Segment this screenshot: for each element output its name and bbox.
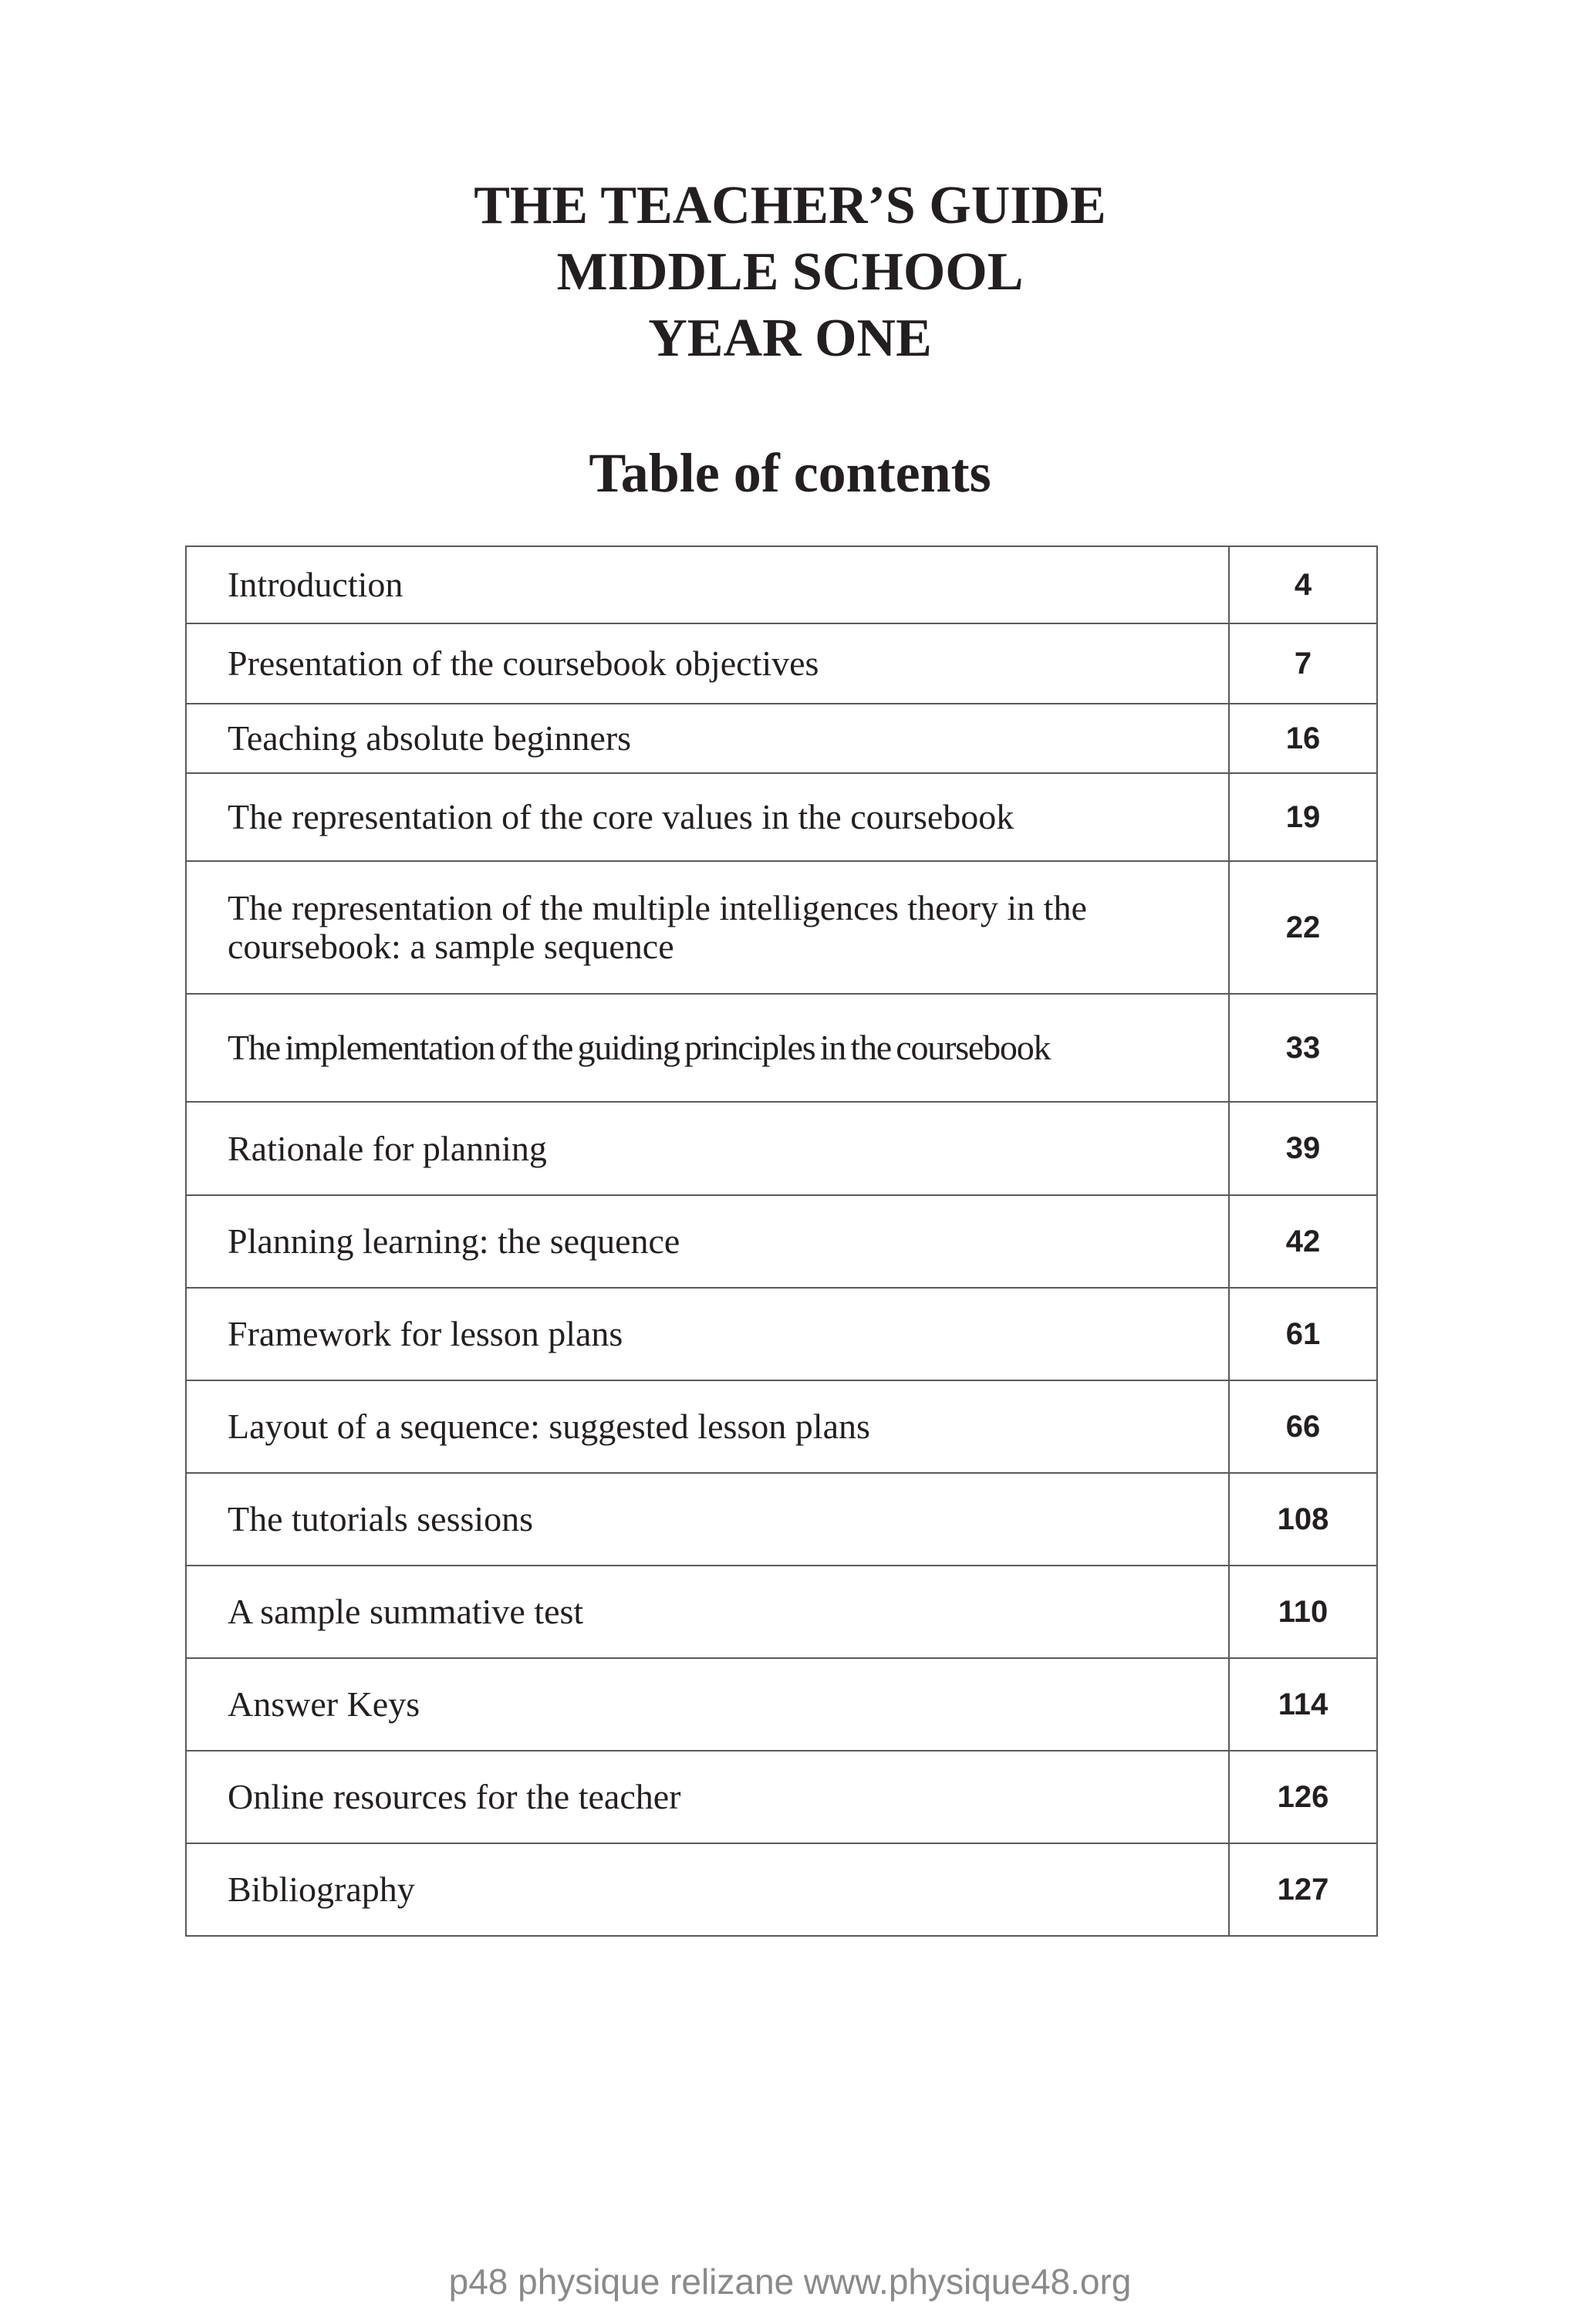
- toc-row: [186, 1566, 1377, 1658]
- toc-table: [185, 546, 1378, 1937]
- toc-entry-title: Bibliography: [186, 1843, 1229, 1936]
- toc-entry-page: 110: [1229, 1566, 1377, 1658]
- toc-entry-page: 114: [1229, 1658, 1377, 1751]
- toc-row: [186, 704, 1377, 773]
- toc-row: [186, 1658, 1377, 1751]
- toc-entry-page: 4: [1229, 546, 1377, 623]
- toc-row: [186, 1843, 1377, 1936]
- toc-row: [186, 546, 1377, 623]
- document-title: [0, 173, 1580, 372]
- toc-row: [186, 1751, 1377, 1843]
- toc-entry-page: 33: [1229, 994, 1377, 1102]
- toc-entry-title: Framework for lesson plans: [186, 1288, 1229, 1380]
- toc-entry-page: 108: [1229, 1473, 1377, 1566]
- toc-entry-title: The implementation of the guiding principles in the coursebook: [186, 994, 1229, 1102]
- toc-entry-page: 39: [1229, 1102, 1377, 1195]
- toc-entry-title: The representation of the multiple intelligences theory in the coursebook: a sample sequence: [186, 861, 1229, 994]
- toc-entry-title: Presentation of the coursebook objectives: [186, 623, 1229, 704]
- toc-entry-title: Online resources for the teacher: [186, 1751, 1229, 1843]
- toc-row: [186, 1102, 1377, 1195]
- toc-entry-page: 61: [1229, 1288, 1377, 1380]
- toc-entry-title: Introduction: [186, 546, 1229, 623]
- toc-row: [186, 1195, 1377, 1288]
- toc-entry-title: Teaching absolute beginners: [186, 704, 1229, 773]
- toc-entry-title: A sample summative test: [186, 1566, 1229, 1658]
- toc-row: [186, 1288, 1377, 1380]
- toc-entry-page: 127: [1229, 1843, 1377, 1936]
- toc-entry-page: 22: [1229, 861, 1377, 994]
- toc-row: [186, 773, 1377, 861]
- toc-entry-page: 19: [1229, 773, 1377, 861]
- toc-entry-title: Layout of a sequence: suggested lesson plans: [186, 1380, 1229, 1473]
- toc-entry-page: 42: [1229, 1195, 1377, 1288]
- toc-row: [186, 623, 1377, 704]
- toc-row: [186, 1380, 1377, 1473]
- toc-entry-page: 126: [1229, 1751, 1377, 1843]
- toc-entry-title: The representation of the core values in the coursebook: [186, 773, 1229, 861]
- toc-entry-title: Answer Keys: [186, 1658, 1229, 1751]
- toc-entry-page: 7: [1229, 623, 1377, 704]
- toc-entry-title: The tutorials sessions: [186, 1473, 1229, 1566]
- toc-row: [186, 994, 1377, 1102]
- toc-row: [186, 1473, 1377, 1566]
- page-footer: p48 physique relizane www.physique48.org: [448, 2262, 1132, 2302]
- title-line-1: THE TEACHER’S GUIDE: [474, 176, 1106, 235]
- title-line-3: YEAR ONE: [648, 309, 932, 368]
- toc-entry-title: Planning learning: the sequence: [186, 1195, 1229, 1288]
- toc-row: [186, 861, 1377, 994]
- toc-entry-title: Rationale for planning: [186, 1102, 1229, 1195]
- toc-heading: Table of contents: [589, 442, 991, 504]
- toc-entry-page: 16: [1229, 704, 1377, 773]
- toc-entry-page: 66: [1229, 1380, 1377, 1473]
- title-line-2: MIDDLE SCHOOL: [556, 242, 1024, 302]
